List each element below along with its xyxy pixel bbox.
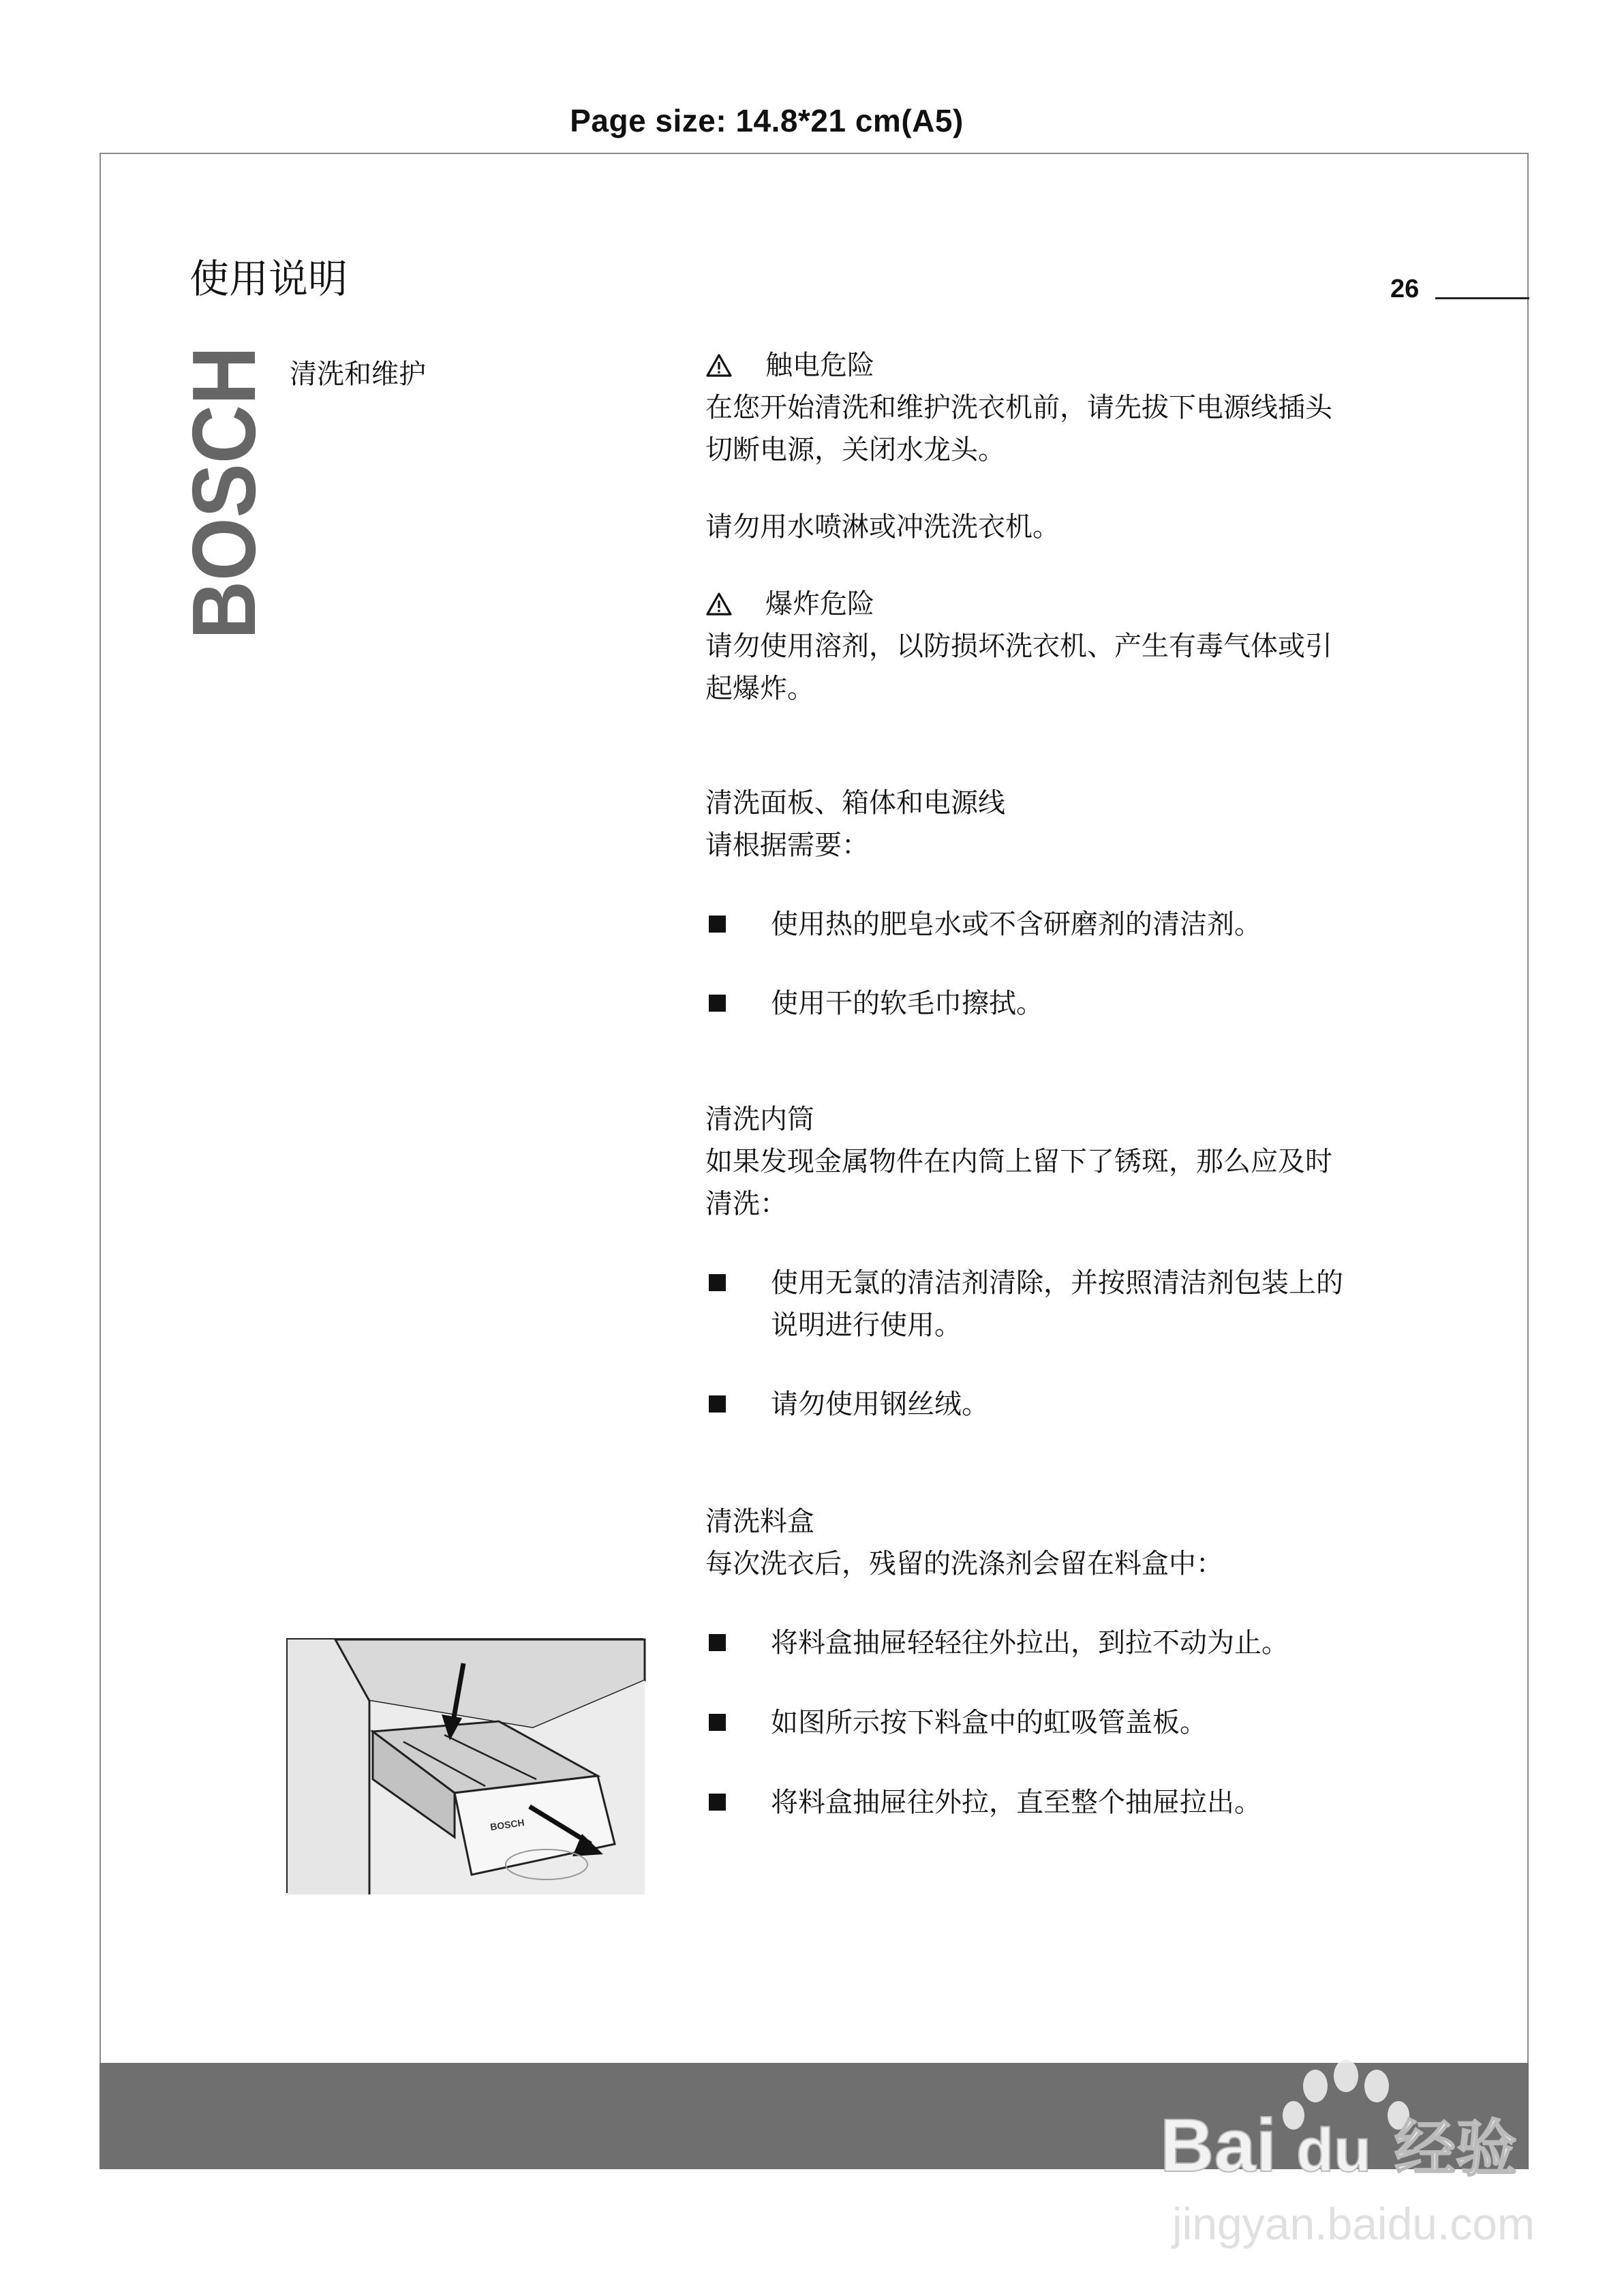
drawer-cleaning-intro: 每次洗衣后，残留的洗涤剂会留在料盒中： [705, 1548, 1223, 1580]
bullet-item: 使用干的软毛巾擦拭。 [705, 982, 1441, 1025]
bullet-item: 将料盒抽屉往外拉，直至整个抽屉拉出。 [705, 1781, 1441, 1824]
square-bullet-icon [709, 1634, 726, 1651]
page-number: 26 [1390, 275, 1420, 303]
bosch-logo [174, 314, 274, 639]
watermark-url: jingyan.baidu.com [1172, 2199, 1535, 2249]
explosion-warning-line: 请勿使用溶剂，以防损坏洗衣机、产生有毒气体或引 [705, 631, 1332, 662]
bullet-item: 如图所示按下料盒中的虹吸管盖板。 [705, 1702, 1441, 1744]
warning-triangle-icon [705, 592, 733, 616]
bullet-item: 使用无氯的清洁剂清除，并按照清洁剂包装上的 说明进行使用。 [705, 1262, 1441, 1346]
bullet-item: 请勿使用钢丝绒。 [705, 1383, 1441, 1425]
detergent-drawer-illustration [286, 1638, 643, 1893]
watermark-logo-text: Bai [1160, 2104, 1277, 2188]
drum-cleaning-intro-line: 清洗： [705, 1188, 787, 1220]
bullet-item: 使用热的肥皂水或不含研磨剂的清洁剂。 [705, 903, 1441, 946]
square-bullet-icon [709, 1794, 726, 1811]
square-bullet-icon [709, 1714, 726, 1731]
baidu-jingyan-watermark [1145, 2035, 1554, 2260]
shock-warning-title: 触电危险 [765, 350, 874, 381]
panel-cleaning-heading: 清洗面板、箱体和电源线 [705, 787, 1005, 819]
drawer-brand-label: BOSCH [489, 1817, 525, 1832]
square-bullet-icon [709, 995, 726, 1012]
watermark-product-name: 经验 [1394, 2113, 1517, 2185]
shock-warning-note: 请勿用水喷淋或冲洗洗衣机。 [705, 511, 1060, 543]
warning-triangle-icon [705, 353, 733, 378]
explosion-warning-line: 起爆炸。 [705, 673, 814, 704]
bosch-logo-text: BOSCH [174, 314, 274, 639]
watermark-logo-suffix: du [1296, 2117, 1371, 2185]
drum-cleaning-heading: 清洗内筒 [705, 1104, 814, 1135]
drawer-cleaning-heading: 清洗料盒 [705, 1506, 814, 1537]
shock-warning-line: 在您开始清洗和维护洗衣机前，请先拔下电源线插头 [705, 392, 1332, 423]
shock-warning-heading [705, 344, 1441, 387]
square-bullet-icon [709, 1274, 726, 1291]
drum-cleaning-intro-line: 如果发现金属物件在内筒上留下了锈斑，那么应及时 [705, 1146, 1332, 1177]
explosion-warning-heading [705, 583, 1441, 625]
page-size-label: Page size: 14.8*21 cm(A5) [570, 103, 964, 138]
manual-title: 使用说明 [189, 256, 348, 302]
shock-warning-line: 切断电源，关闭水龙头。 [705, 434, 1005, 466]
page-number-rule [1435, 297, 1529, 299]
square-bullet-icon [709, 916, 726, 933]
bullet-item: 将料盒抽屉轻轻往外拉出，到拉不动为止。 [705, 1622, 1441, 1664]
square-bullet-icon [709, 1395, 726, 1413]
section-label: 清洗和维护 [290, 359, 426, 390]
instructions-column [705, 344, 1441, 1824]
explosion-warning-title: 爆炸危险 [765, 588, 874, 620]
panel-cleaning-intro: 请根据需要： [705, 830, 869, 861]
drawer-drawing [288, 1640, 645, 1894]
